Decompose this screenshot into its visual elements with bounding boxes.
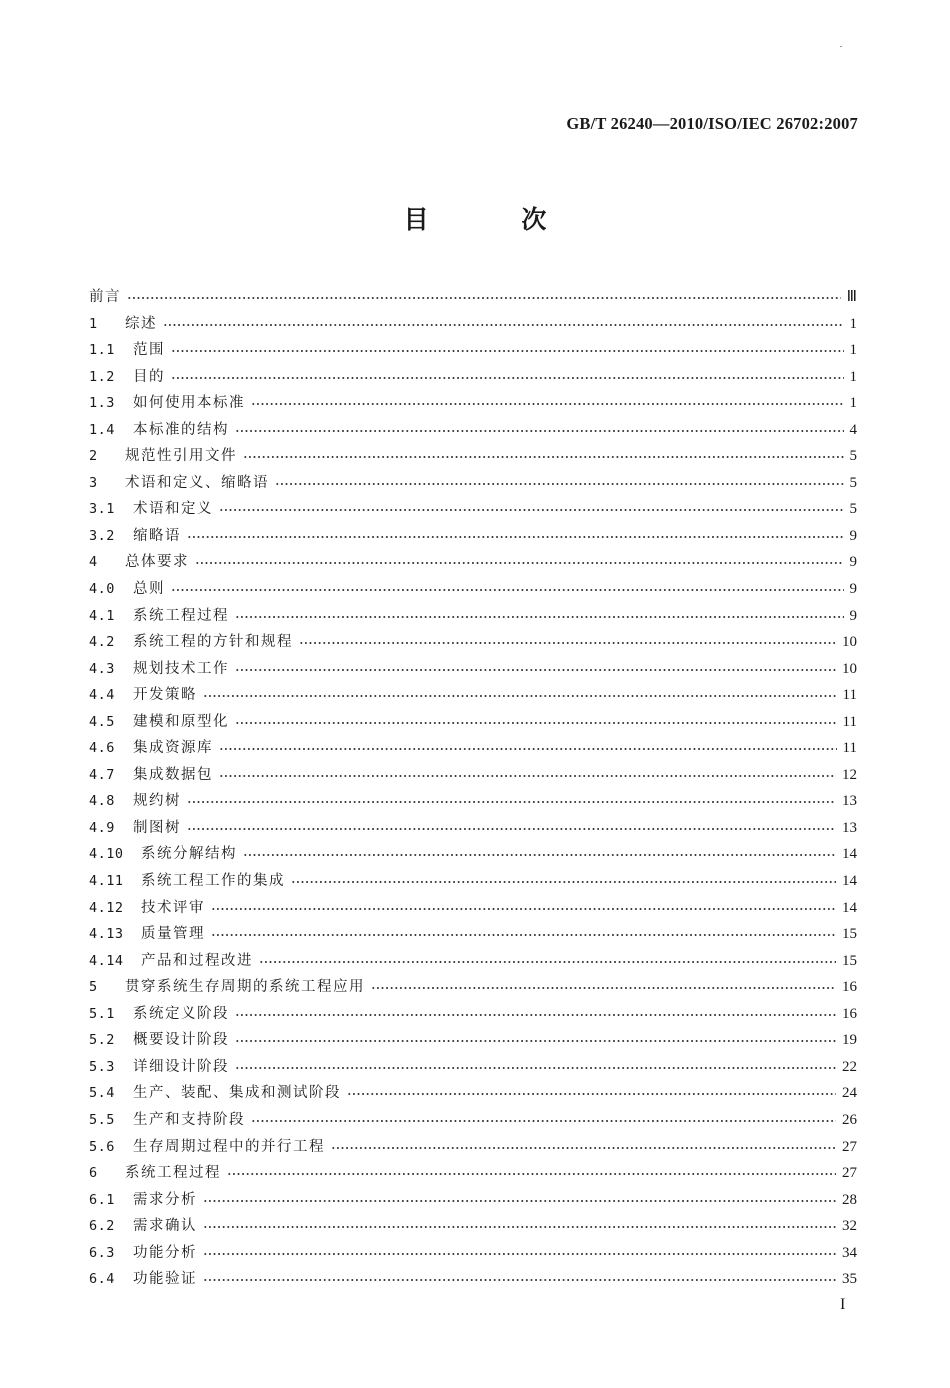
toc-entry-number: 4.0 (89, 581, 115, 598)
dot-leader (251, 1110, 836, 1124)
dot-leader (235, 420, 844, 434)
toc-entry[interactable] (89, 1241, 857, 1268)
toc-entry-page: 9 (849, 554, 857, 571)
dot-leader (163, 314, 844, 328)
dot-leader (203, 685, 837, 699)
dot-leader (331, 1137, 836, 1151)
dot-leader (243, 446, 844, 460)
dot-leader (259, 951, 836, 965)
toc-entry-number: 4.3 (89, 660, 115, 677)
dot-leader (299, 632, 836, 646)
toc-entry-title: 目的 (133, 368, 165, 385)
toc-entry[interactable] (89, 1081, 857, 1108)
toc-entry[interactable] (89, 869, 857, 896)
toc-entry-title: 规约树 (133, 793, 181, 810)
toc-entry-number: 5.3 (89, 1058, 115, 1075)
toc-entry-page: 1 (849, 315, 857, 332)
dot-leader (203, 1216, 836, 1230)
toc-entry[interactable] (89, 1135, 857, 1162)
toc-entry-number: 4 (89, 554, 98, 571)
toc-entry-number: 6.1 (89, 1191, 115, 1208)
toc-entry-number: 4.7 (89, 766, 115, 783)
toc-entry-title: 系统定义阶段 (133, 1005, 229, 1022)
toc-entry[interactable] (89, 418, 857, 445)
toc-entry[interactable] (89, 471, 857, 498)
toc-entry-number: 5.1 (89, 1005, 115, 1022)
dot-leader (171, 340, 844, 354)
toc-entry-page: 11 (842, 687, 857, 704)
toc-entry-page: 11 (842, 713, 857, 730)
toc-entry-page: 28 (842, 1191, 857, 1208)
toc-entry-number: 4.10 (89, 846, 124, 863)
toc-entry-title: 详细设计阶段 (133, 1058, 229, 1075)
table-of-contents (89, 285, 857, 1294)
toc-entry[interactable] (89, 524, 857, 551)
toc-entry-page: 9 (849, 527, 857, 544)
toc-entry-number: 6 (89, 1165, 98, 1182)
toc-entry[interactable] (89, 338, 857, 365)
toc-entry-title: 功能验证 (133, 1271, 197, 1288)
dot-leader (203, 1190, 836, 1204)
toc-entry-page: 10 (842, 660, 857, 677)
toc-entry-title: 规划技术工作 (133, 660, 229, 677)
dot-leader (235, 1030, 836, 1044)
toc-entry-title: 开发策略 (133, 687, 197, 704)
toc-entry-page: 35 (842, 1271, 857, 1288)
toc-entry-page: 32 (842, 1218, 857, 1235)
dot-leader (251, 393, 844, 407)
standard-number: GB/T 26240—2010/ISO/IEC 26702:2007 (566, 114, 858, 133)
toc-entry-title: 生产、装配、集成和测试阶段 (133, 1085, 341, 1102)
toc-entry[interactable] (89, 816, 857, 843)
dot-leader (171, 579, 844, 593)
toc-entry-page: 5 (849, 448, 857, 465)
dot-leader (211, 924, 836, 938)
dot-leader (187, 818, 836, 832)
toc-entry-title: 总则 (133, 581, 165, 598)
toc-entry[interactable] (89, 1028, 857, 1055)
toc-entry-title: 前言 (89, 289, 121, 305)
toc-entry[interactable] (89, 763, 857, 790)
toc-entry-number: 4.13 (89, 926, 124, 943)
dot-leader (235, 659, 836, 673)
dot-leader (243, 844, 836, 858)
toc-entry-page: 24 (842, 1085, 857, 1102)
toc-entry-number: 1.1 (89, 342, 115, 359)
toc-entry-page: 5 (849, 501, 857, 518)
toc-entry-title: 生存周期过程中的并行工程 (133, 1138, 325, 1155)
dot-leader (127, 287, 841, 301)
toc-entry-title: 产品和过程改进 (141, 952, 253, 969)
toc-entry-number: 1.2 (89, 368, 115, 385)
toc-entry-number: 4.14 (89, 952, 124, 969)
toc-entry-page: 27 (842, 1138, 857, 1155)
toc-entry-page: 22 (842, 1058, 857, 1075)
toc-entry[interactable] (89, 683, 857, 710)
toc-entry-page: 10 (842, 634, 857, 651)
toc-entry-number: 3.2 (89, 527, 115, 544)
toc-entry-number: 4.12 (89, 899, 124, 916)
toc-entry-title: 系统工程工作的集成 (141, 873, 285, 890)
toc-entry-title: 系统工程过程 (125, 1165, 221, 1182)
toc-entry[interactable] (89, 1267, 857, 1294)
dot-leader (203, 1269, 836, 1283)
toc-entry-title: 系统工程过程 (133, 607, 229, 624)
toc-entry-page: 4 (849, 421, 857, 438)
toc-entry-page: 1 (849, 342, 857, 359)
toc-entry-title: 集成数据包 (133, 766, 213, 783)
toc-entry-title: 系统分解结构 (141, 846, 237, 863)
toc-entry-number: 3 (89, 474, 98, 491)
toc-entry-number: 4.5 (89, 713, 115, 730)
toc-entry-title: 制图树 (133, 819, 181, 836)
dot-leader (219, 738, 837, 752)
toc-entry-page: 14 (842, 873, 857, 890)
toc-entry-page: Ⅲ (846, 289, 857, 305)
toc-entry[interactable] (89, 842, 857, 869)
toc-entry-number: 5 (89, 979, 98, 996)
toc-entry-title: 概要设计阶段 (133, 1032, 229, 1049)
dot-leader (171, 367, 844, 381)
toc-entry[interactable] (89, 577, 857, 604)
toc-entry[interactable] (89, 710, 857, 737)
toc-entry-page: 27 (842, 1165, 857, 1182)
toc-entry-page: 16 (842, 1005, 857, 1022)
toc-entry-page: 5 (849, 474, 857, 491)
toc-entry-number: 6.4 (89, 1271, 115, 1288)
toc-entry-title: 术语和定义、缩略语 (125, 474, 269, 491)
toc-entry-page: 1 (849, 368, 857, 385)
dot-leader (275, 473, 844, 487)
toc-entry-number: 5.5 (89, 1111, 115, 1128)
toc-entry-page: 9 (849, 581, 857, 598)
toc-entry[interactable] (89, 391, 857, 418)
toc-entry-page: 19 (842, 1032, 857, 1049)
toc-entry-title: 如何使用本标准 (133, 395, 245, 412)
toc-entry-number: 3.1 (89, 501, 115, 518)
dot-leader (235, 712, 837, 726)
toc-entry[interactable] (89, 365, 857, 392)
toc-entry-number: 5.4 (89, 1085, 115, 1102)
toc-entry[interactable] (89, 657, 857, 684)
toc-entry-title: 总体要求 (125, 554, 189, 571)
toc-entry-title: 范围 (133, 342, 165, 359)
toc-entry-title: 生产和支持阶段 (133, 1111, 245, 1128)
toc-entry-page: 14 (842, 899, 857, 916)
toc-entry-page: 13 (842, 793, 857, 810)
toc-entry-title: 建模和原型化 (133, 713, 229, 730)
dot-leader (235, 606, 844, 620)
toc-entry[interactable] (89, 1188, 857, 1215)
toc-entry-page: 16 (842, 979, 857, 996)
toc-entry-title: 质量管理 (141, 926, 205, 943)
toc-entry-page: 14 (842, 846, 857, 863)
toc-entry-title: 需求确认 (133, 1218, 197, 1235)
dot-leader (235, 1004, 836, 1018)
toc-entry-title: 集成资源库 (133, 740, 213, 757)
page-title: 目 次 (403, 205, 589, 234)
toc-entry-title: 需求分析 (133, 1191, 197, 1208)
toc-entry-title: 规范性引用文件 (125, 448, 237, 465)
toc-entry-number: 2 (89, 448, 98, 465)
toc-entry-page: 9 (849, 607, 857, 624)
toc-entry[interactable] (89, 1108, 857, 1135)
toc-entry-number: 1.4 (89, 421, 115, 438)
toc-entry-title: 技术评审 (141, 899, 205, 916)
dot-leader (195, 552, 844, 566)
toc-entry-number: 4.8 (89, 793, 115, 810)
scan-speck (840, 46, 842, 47)
toc-entry[interactable] (89, 630, 857, 657)
toc-entry-title: 综述 (125, 315, 157, 332)
dot-leader (219, 499, 844, 513)
dot-leader (371, 977, 836, 991)
toc-entry-title: 缩略语 (133, 527, 181, 544)
toc-entry-number: 6.3 (89, 1244, 115, 1261)
toc-entry-page: 13 (842, 819, 857, 836)
toc-entry[interactable] (89, 1214, 857, 1241)
toc-entry-title: 贯穿系统生存周期的系统工程应用 (125, 979, 365, 996)
dot-leader (187, 526, 844, 540)
dot-leader (291, 871, 836, 885)
toc-entry-number: 4.11 (89, 873, 124, 890)
toc-entry[interactable] (89, 922, 857, 949)
dot-leader (347, 1083, 836, 1097)
toc-entry[interactable] (89, 285, 857, 312)
toc-entry-page: 34 (842, 1244, 857, 1261)
toc-entry-page: 1 (849, 395, 857, 412)
toc-entry-title: 功能分析 (133, 1244, 197, 1261)
toc-entry[interactable] (89, 497, 857, 524)
dot-leader (211, 898, 836, 912)
dot-leader (203, 1243, 836, 1257)
toc-entry-number: 5.2 (89, 1032, 115, 1049)
toc-entry[interactable] (89, 444, 857, 471)
toc-entry[interactable] (89, 949, 857, 976)
dot-leader (235, 1057, 836, 1071)
toc-entry-title: 本标准的结构 (133, 421, 229, 438)
toc-entry[interactable] (89, 604, 857, 631)
toc-entry[interactable] (89, 736, 857, 763)
toc-entry-title: 术语和定义 (133, 501, 213, 518)
toc-entry-number: 4.2 (89, 634, 115, 651)
toc-entry[interactable] (89, 975, 857, 1002)
toc-entry-number: 4.4 (89, 687, 115, 704)
toc-entry-page: 15 (842, 952, 857, 969)
toc-entry-page: 12 (842, 766, 857, 783)
toc-entry[interactable] (89, 789, 857, 816)
toc-entry-number: 6.2 (89, 1218, 115, 1235)
toc-entry-number: 5.6 (89, 1138, 115, 1155)
toc-entry-number: 4.6 (89, 740, 115, 757)
toc-entry-page: 26 (842, 1111, 857, 1128)
dot-leader (219, 765, 836, 779)
toc-entry-number: 1.3 (89, 395, 115, 412)
dot-leader (227, 1163, 836, 1177)
toc-entry-title: 系统工程的方针和规程 (133, 634, 293, 651)
toc-entry-number: 1 (89, 315, 98, 332)
page-number: I (840, 1296, 846, 1313)
toc-entry[interactable] (89, 1002, 857, 1029)
toc-entry-page: 11 (842, 740, 857, 757)
dot-leader (187, 791, 836, 805)
toc-entry[interactable] (89, 312, 857, 339)
toc-entry-number: 4.9 (89, 819, 115, 836)
toc-entry[interactable] (89, 550, 857, 577)
toc-entry[interactable] (89, 1055, 857, 1082)
toc-entry-number: 4.1 (89, 607, 115, 624)
toc-entry[interactable] (89, 896, 857, 923)
toc-entry[interactable] (89, 1161, 857, 1188)
toc-entry-page: 15 (842, 926, 857, 943)
